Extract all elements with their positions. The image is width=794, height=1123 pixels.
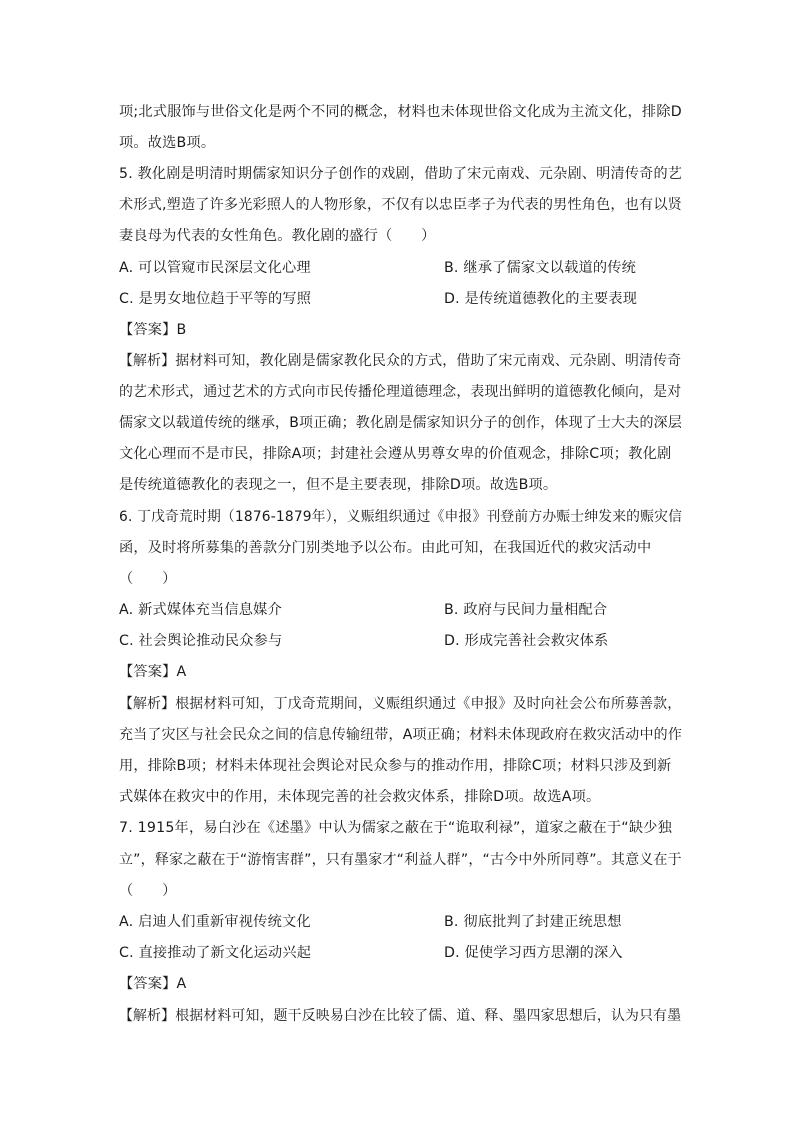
question-7-stem: （ ） (119, 883, 177, 899)
question-7-stem: 立”，释家之蔽在于“游惰害群”，只有墨家才“利益人群”，“古今中外所同尊”。其意义在于 (119, 852, 682, 868)
question-7-option-d: D. 促使学习西方思潮的深入 (444, 945, 623, 961)
question-7-stem: 7. 1915年，易白沙在《述墨》中认为儒家之蔽在于“诡取利禄”，道家之蔽在于“缺少独 (119, 820, 672, 836)
analysis-5: 的艺术形式，通过艺术的方式向市民传播伦理道德理念，表现出鲜明的道德教化倾向，是对 (119, 384, 682, 400)
question-5-option-b: B. 继承了儒家文以载道的传统 (444, 260, 637, 276)
question-5-stem: 术形式,塑造了许多光彩照人的人物形象，不仅有以忠臣孝子为代表的男性角色，也有以贤 (119, 197, 682, 213)
answer-5: 【答案】B (119, 322, 187, 338)
analysis-6: 【解析】根据材料可知，丁戊奇荒期间，义赈组织通过《申报》及时向社会公布所募善款， (119, 696, 682, 712)
analysis-6: 式媒体在救灾中的作用，未体现完善的社会救灾体系，排除D项。故选A项。 (119, 789, 601, 805)
text-line: 项。故选B项。 (119, 135, 216, 151)
question-6-stem: 6. 丁戊奇荒时期（1876-1879年），义赈组织通过《申报》刊登前方办赈士绅发来的赈灾信 (119, 509, 683, 525)
question-5-option-a: A. 可以管窥市民深层文化心理 (119, 260, 311, 276)
analysis-6: 充当了灾区与社会民众之间的信息传输纽带，A项正确；材料未体现政府在救灾活动中的作 (119, 727, 683, 743)
answer-7: 【答案】A (119, 976, 187, 992)
question-7-option-a: A. 启迪人们重新审视传统文化 (119, 914, 311, 930)
question-6-option-b: B. 政府与民间力量相配合 (444, 602, 608, 618)
analysis-5: 儒家文以载道传统的继承，B项正确；教化剧是儒家知识分子的创作，体现了士大夫的深层 (119, 415, 683, 431)
analysis-7: 【解析】根据材料可知，题干反映易白沙在比较了儒、道、释、墨四家思想后，认为只有墨 (119, 1008, 682, 1024)
question-7-option-c: C. 直接推动了新文化运动兴起 (119, 945, 312, 961)
answer-6: 【答案】A (119, 664, 187, 680)
question-6-option-d: D. 形成完善社会救灾体系 (444, 633, 609, 649)
question-5-stem: 5. 教化剧是明清时期儒家知识分子创作的戏剧，借助了宋元南戏、元杂剧、明清传奇的艺 (119, 166, 683, 182)
question-6-option-a: A. 新式媒体充当信息媒介 (119, 602, 282, 618)
question-5-option-d: D. 是传统道德教化的主要表现 (444, 291, 638, 307)
question-6-option-c: C. 社会舆论推动民众参与 (119, 633, 283, 649)
analysis-5: 【解析】据材料可知，教化剧是儒家教化民众的方式，借助了宋元南戏、元杂剧、明清传奇 (119, 353, 682, 369)
question-5-option-c: C. 是男女地位趋于平等的写照 (119, 291, 312, 307)
question-5-stem: 妻良母为代表的女性角色。教化剧的盛行（ ） (119, 228, 436, 244)
analysis-6: 用，排除B项；材料未体现社会舆论对民众参与的推动作用，排除C项；材料只涉及到新 (119, 758, 672, 774)
analysis-5: 是传统道德教化的表现之一，但不是主要表现，排除D项。故选B项。 (119, 477, 558, 493)
question-7-option-b: B. 彻底批判了封建正统思想 (444, 914, 622, 930)
question-6-stem: （ ） (119, 571, 177, 587)
text-line: 项;北式服饰与世俗文化是两个不同的概念，材料也未体现世俗文化成为主流文化，排除D (119, 104, 682, 120)
question-6-stem: 函，及时将所募集的善款分门别类地予以公布。由此可知，在我国近代的救灾活动中 (119, 540, 652, 556)
analysis-5: 文化心理而不是市民，排除A项；封建社会遵从男尊女卑的价值观念，排除C项；教化剧 (119, 446, 672, 462)
